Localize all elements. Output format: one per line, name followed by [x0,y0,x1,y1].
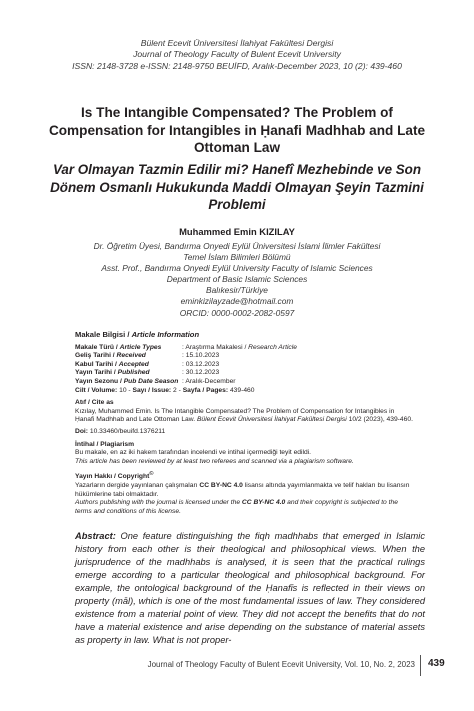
info-row-received: Geliş Tarihi / Received : 15.10.2023 [75,352,220,360]
article-info-heading-en: Article Information [131,330,200,339]
cite-heading: Atıf / Cite as [75,399,114,407]
info-label-en: Accepted [118,360,149,368]
info-value: 03.12.2023 [185,360,220,368]
info-row-published: Yayın Tarihi / Published : 30.12.2023 [75,369,220,377]
license-name: CC BY-NC 4.0 [241,499,286,507]
info-value: Aralık-December [185,377,236,385]
footer-journal-citation: Journal of Theology Faculty of Bulent Ecevit University, Vol. 10, No. 2, 2023 [147,660,415,669]
abstract-text: One feature distinguishing the fiqh madhhabs that emerged in Islamic history from each other is their theological and philosophical views. When the jurisprudence of the madhhabs is analysed, it is seen that the practical rulings emerge according to a particular theological and philosophical background. For example, the ontological background of the Ḥanafīs is reflected in their views on property (māl), which is one of the most fundamental issues of law. They considered existence from a material point of view. They did not accept the benefits that do not have a material existence and arise depending on the substance of material assets as property in law. What is not proper- [75,531,425,645]
copyright-part: Yazarların dergide yayınlanan çalışmaları [75,482,200,490]
article-information [75,331,415,517]
copyright-heading [75,470,415,482]
issue-value: 2 [173,386,177,394]
info-value-en: Research Article [248,343,297,351]
copyright-text-tr [75,482,415,499]
author-affiliation [0,241,474,319]
issue-label: Sayı / Issue: [132,386,172,394]
journal-issn: ISSN: 2148-3728 e-ISSN: 2148-9750 BEUİFD, Aralık-December 2023, 10 (2): 439-460 [72,60,402,71]
info-label: Makale Türü [75,343,115,351]
affiliation-line: Balıkesir/Türkiye [206,285,268,296]
citation-journal: Bülent Ecevit Üniversitesi İlahiyat Fakültesi Dergisi [196,416,347,424]
article-info-heading: Makale Bilgisi / Article Information [75,330,200,339]
info-label-en: Published [117,369,150,377]
journal-header [0,38,474,72]
citation-part: 10/2 (2023), 439-460. [346,416,413,424]
journal-name-en: Journal of Theology Faculty of Bulent Ecevit University [133,49,341,60]
info-label: Kabul Tarihi [75,360,114,368]
copyright-text-en [75,499,415,516]
info-value: Araştırma Makalesi [185,343,243,351]
doi-line [75,428,415,437]
plagiarism-text-tr: Bu makale, en az iki hakem tarafından incelendi ve intihal içermediği teyit edildi. [75,449,312,457]
copyright-mark: © [149,471,154,478]
affiliation-line: Dr. Öğretim Üyesi, Bandırma Onyedi Eylül Üniversitesi İslami İlimler Fakültesi [93,241,381,251]
info-label-en: Received [116,352,146,360]
info-row-article-type: Makale Türü / Article Types : Araştırma Makalesi / Research Article [75,343,297,351]
copyright-heading-text: Yayın Hakkı / Copyright [75,473,150,481]
info-row-pub-season: Yayın Sezonu / Pub Date Season : Aralık-December [75,377,236,385]
info-value: 30.12.2023 [185,369,220,377]
info-label: Yayın Sezonu [75,377,119,385]
journal-name-tr: Bülent Ecevit Üniversitesi İlahiyat Fakültesi Dergisi [140,38,334,48]
info-label: Geliş Tarihi [75,352,111,360]
pages-value: 439-460 [229,386,255,394]
copyright-part: Authors publishing with the journal is licensed under the [75,499,242,507]
pages-label: Sayfa / Pages: [182,386,229,394]
info-label-en: Article Types [119,343,162,351]
affiliation-line: Temel İslam Bilimleri Bölümü [183,252,291,263]
copyright-part: and their copyright is subjected to the terms and conditions of this license. [75,499,398,515]
page-footer [0,655,474,675]
article-info-heading-tr: Makale Bilgisi [75,330,126,339]
info-row-accepted: Kabul Tarihi / Accepted : 03.12.2023 [75,360,220,368]
article-title-tr: Var Olmayan Tazmin Edilir mi? Hanefî Mezhebinde ve Son Dönem Osmanlı Hukukunda Maddi Olmayan Şeyin Tazmini Problemi [50,162,424,212]
copyright-part: lisansı altında yayımlanmakta ve telif hakları bu lisansın hükümlerine tabi olmaktadır. [75,482,410,498]
author-email[interactable]: eminkizilayzade@hotmail.com [180,296,294,307]
info-value: 15.10.2023 [185,352,220,360]
author-name: Muhammed Emin KIZILAY [179,226,295,237]
license-name: CC BY-NC 4.0 [199,482,243,490]
doi-link[interactable]: 10.33460/beuifd.1376211 [89,427,166,435]
page-number: 439 [428,658,445,669]
volume-label: Cilt / Volume: [75,386,118,394]
affiliation-line: Asst. Prof., Bandırma Onyedi Eylül University Faculty of Islamic Sciences [101,263,373,274]
doi-label: Doi: [75,427,88,435]
volume-value: 10 [119,386,127,394]
plagiarism-heading: İntihal / Plagiarism [75,440,135,448]
info-label-en: Pub Date Season [123,377,179,385]
abstract-label: Abstract: [75,531,116,541]
article-title-en: Is The Intangible Compensated? The Problem of Compensation for Intangibles in Ḥanafi Madhhab and Late Ottoman Law [48,105,426,155]
abstract [75,530,425,647]
info-row-issue: Cilt / Volume: 10 - Sayı / Issue: 2 - Sayfa / Pages: 439-460 [75,386,255,394]
footer-divider [420,655,421,676]
citation-part: Kızılay, Muhammed Emin. Is The Intangible Compensated? The Problem of Compensation for Intangibles in Ḥanafi Madhhab and Late Ottoman Law. [75,407,395,424]
plagiarism-text-en: This article has been reviewed by at least two referees and scanned via a plagiarism software. [75,457,354,465]
info-label: Yayın Tarihi [75,369,113,377]
citation-text [75,408,415,425]
author-orcid: ORCID: 0000-0002-2082-0597 [179,307,295,318]
affiliation-line: Department of Basic Islamic Sciences [166,274,308,285]
